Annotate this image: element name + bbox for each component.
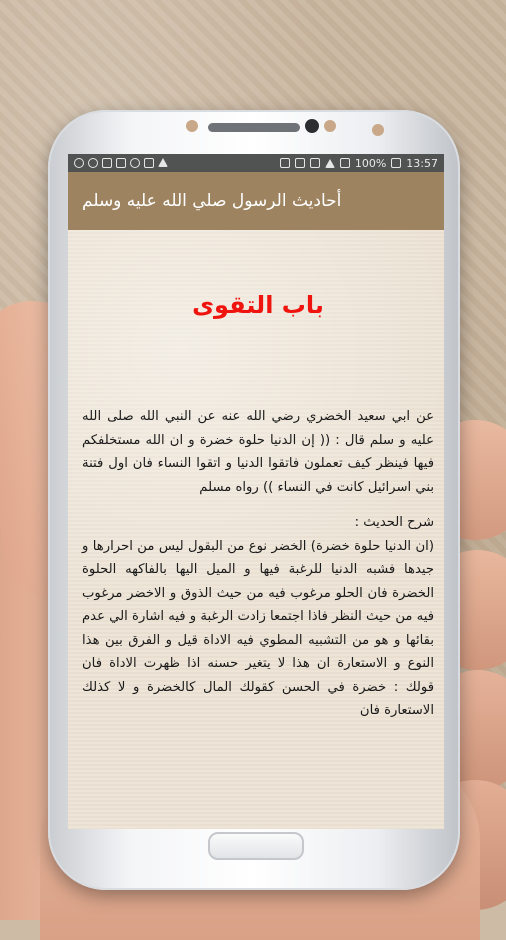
signal-icon <box>325 159 335 168</box>
hadith-text: عن ابي سعيد الخضري رضي الله عنه عن النبي الله صلى الله عليه و سلم قال : (( إن الدنيا حلوة خضرة و ان الله مستخلفكم فيها فينظر كيف تعملون فاتقوا الدنيا و اتقوا النساء فان اول فتنة بني اسرائيل كانت في النساء )) رواه مسلم <box>82 409 434 495</box>
bluetooth-icon <box>295 158 305 168</box>
screen-icon <box>144 158 154 168</box>
proximity-sensor <box>186 120 198 132</box>
alarm-icon <box>310 158 320 168</box>
mute-icon <box>280 158 290 168</box>
battery-icon <box>340 158 350 168</box>
hadith-content[interactable] <box>68 230 444 829</box>
section-title: باب التقوى <box>192 291 324 319</box>
battery-percent: 100% <box>354 156 387 170</box>
sim-icon <box>116 158 126 168</box>
app-bar <box>68 172 444 230</box>
skype-icon <box>88 158 98 168</box>
whatsapp-icon <box>74 158 84 168</box>
wifi-icon <box>130 158 140 168</box>
front-camera <box>305 119 319 133</box>
sensor-dot <box>372 124 384 136</box>
home-button[interactable] <box>208 832 304 860</box>
clipboard-icon <box>102 158 112 168</box>
explanation-heading: شرح الحديث : <box>354 515 434 530</box>
explanation-text: (ان الدنيا حلوة خضرة) الخضر نوع من البقول ليس من احرارها و جيدها فشبه الدنيا للرغبة فيها و الميل اليها بالفاكهه الحلوة الخضرة فان الحلو مرغوب فيه من حيث الذوق و الاخضر مرغوب فيه من حيث النظر فاذا اجتمعا زادت الرغبة و فيه اشارة الي عدم بقائها و هو من التشبيه المطوي فيه الاداة قيل و الفرق بين هذا النوع و الاستعارة ان هذا لا يتغير حسنه اذا ظهرت الاداة فان قولك : خضرة في الحسن كقولك المال كالخضرة و لا كذلك الاستعارة فان <box>82 538 434 718</box>
app-title: أحاديث الرسول صلي الله عليه وسلم <box>82 191 342 211</box>
clock-time: 13:57 <box>406 156 438 170</box>
phone-frame <box>48 110 460 890</box>
play-icon <box>158 158 168 167</box>
status-bar <box>68 154 444 172</box>
battery-level-icon <box>391 158 401 168</box>
phone-screen <box>68 154 444 829</box>
light-sensor <box>324 120 336 132</box>
earpiece-speaker <box>208 123 300 132</box>
